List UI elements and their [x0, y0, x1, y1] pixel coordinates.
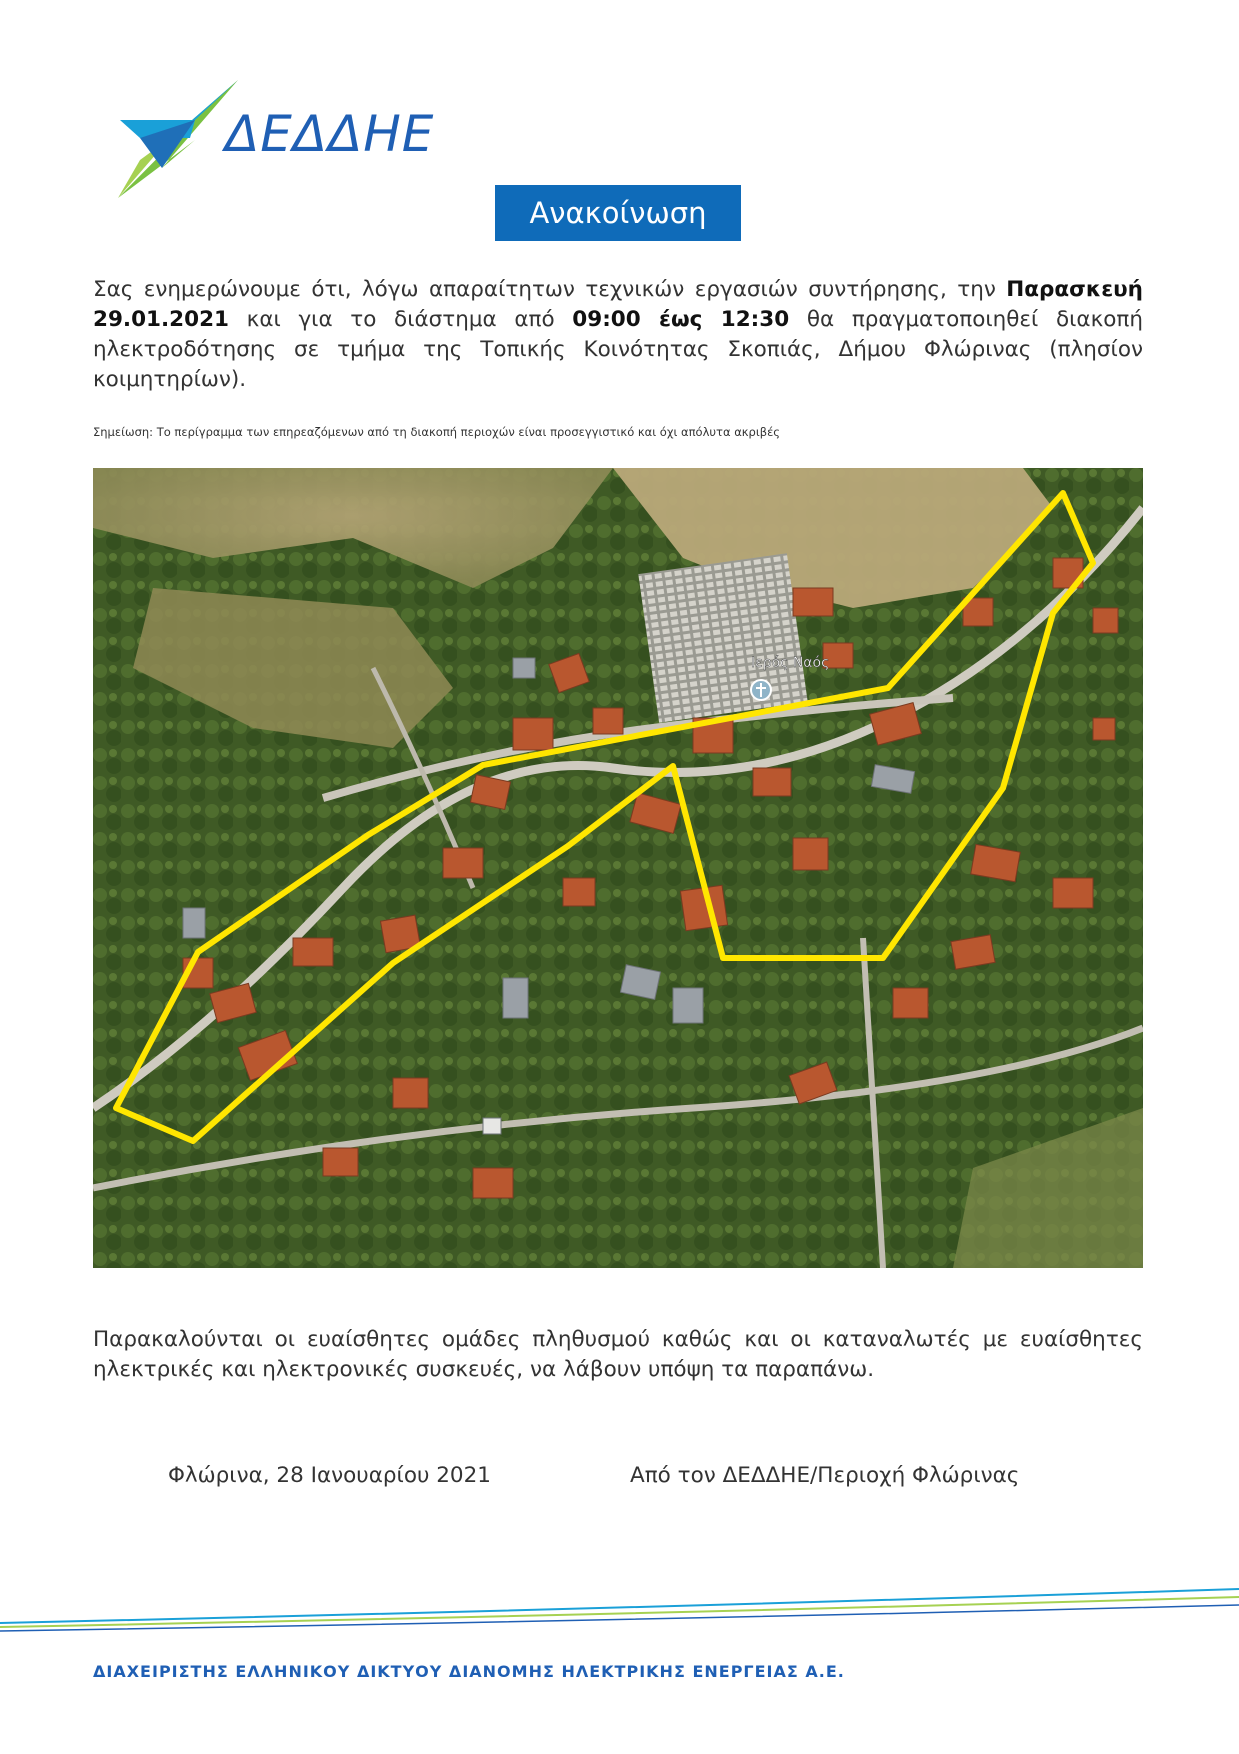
logo-wordmark: ΔΕΔΔΗΕ — [225, 105, 435, 163]
lightning-logo-icon — [100, 80, 240, 215]
intro-paragraph — [93, 275, 1143, 395]
intro-text-2: και για το διάστημα από — [229, 307, 573, 332]
intro-text-3: θα πραγματοποιηθεί διακοπή ηλεκτροδότησης σε τμήμα της Τοπικής Κοινότητας Σκοπιάς, Δήμου Φλώρινας (πλησίον κοιμητηρίων). — [93, 307, 1143, 392]
outage-date: Παρασκευή 29.01.2021 — [93, 277, 1143, 332]
advice-paragraph: Παρακαλούνται οι ευαίσθητες ομάδες πληθυσμού καθώς και οι καταναλωτές με ευαίσθητες ηλεκτρικές και ηλεκτρονικές συσκευές, να λάβουν υπόψη τα παραπάνω. — [93, 1327, 1143, 1382]
intro-text-1: Σας ενημερώνουμε ότι, λόγω απαραίτητων τεχνικών εργασιών συντήρησης, την — [93, 277, 1007, 302]
map-note: Σημείωση: Το περίγραμμα των επηρεαζόμενων από τη διακοπή περιοχών είναι προσεγγιστικό και όχι απόλυτα ακριβές — [93, 425, 781, 439]
signature: Από τον ΔΕΔΔΗΕ/Περιοχή Φλώρινας — [630, 1463, 1020, 1488]
footer-divider — [0, 1585, 1239, 1635]
church-marker-icon — [751, 680, 771, 700]
outage-time: 09:00 έως 12:30 — [572, 307, 790, 332]
footer-company-name: ΔΙΑΧΕΙΡΙΣΤΗΣ ΕΛΛΗΝΙΚΟΥ ΔΙΚΤΥΟΥ ΔΙΑΝΟΜΗΣ ΗΛΕΚΤΡΙΚΗΣ ΕΝΕΡΓΕΙΑΣ Α.Ε. — [93, 1662, 845, 1681]
outage-area-map — [93, 468, 1143, 1268]
landmark-label: Ιερός Ναός — [751, 655, 830, 671]
announcement-banner: Ανακοίνωση — [495, 185, 741, 241]
place-and-date: Φλώρινα, 28 Ιανουαρίου 2021 — [168, 1463, 491, 1488]
